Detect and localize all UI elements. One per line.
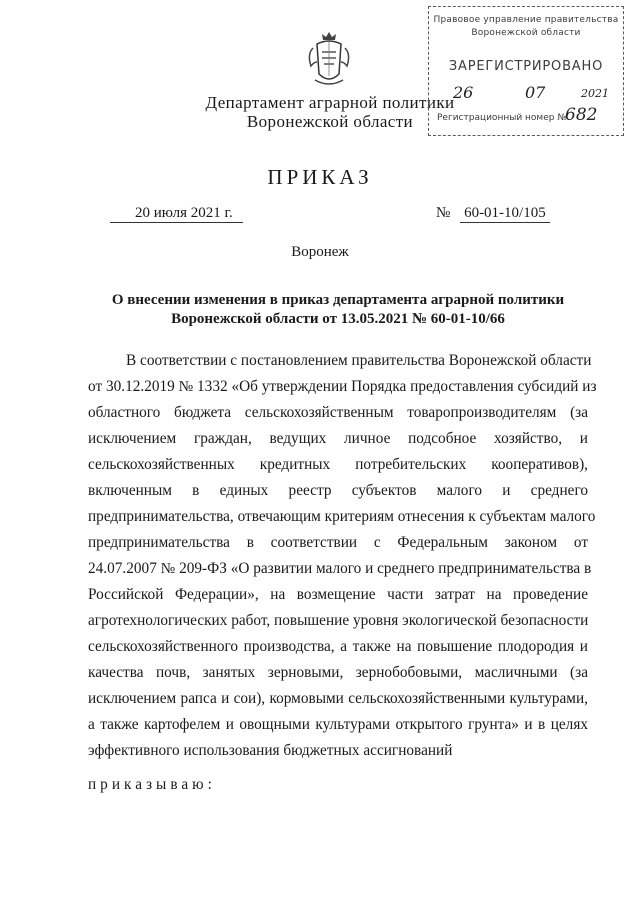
body-line: Российской Федерации», на возмещение части затрат на проведение [88,586,588,603]
stamp-reg-number: 682 [565,105,598,125]
subject-line1: О внесении изменения в приказ департамента аграрной политики [111,292,565,308]
body-line: предпринимательства, отвечающим критериям отнесения к субъектам малого [88,508,596,525]
document-title: ПРИКАЗ [267,165,373,189]
body-line: 24.07.2007 № 209-ФЗ «О развитии малого и среднего предпринимательства в [88,560,592,577]
body-line: сельскохозяйственных кредитных потребительских кооперативов), [88,456,588,473]
body-line: качества почв, занятых зерновыми, зернобобовыми, масличными (за [88,664,588,681]
body-line: а также картофелем и овощными культурами открытого грунта» и в целях [88,716,588,733]
coat-of-arms-emblem [307,30,351,88]
body-line: предпринимательства в соответствии с Федеральным законом от [88,534,588,551]
stamp-status: ЗАРЕГИСТРИРОВАНО [448,59,604,74]
stamp-day: 26 [453,83,474,102]
order-date-value: 20 июля 2021 г. [110,205,243,223]
department-name-line2: Воронежской области [246,112,414,131]
body-line: исключением граждан, ведущих личное подсобное хозяйство, и [88,430,588,447]
body-line: областного бюджета сельскохозяйственным товаропроизводителям (за [88,404,588,421]
body-line: агротехнологических работ, повышение уровня экологической безопасности [88,612,589,629]
stamp-authority-line1: Правовое управление правительства [433,15,619,25]
body-line: от 30.12.2019 № 1332 «Об утверждении Порядка предоставления субсидий из [88,378,597,395]
body-line: включенным в единых реестр субъектов малого и среднего [88,482,588,499]
order-city: Воронеж [291,244,349,260]
stamp-authority-line2: Воронежской области [471,28,581,38]
stamp-reg-label: Регистрационный номер № [437,113,567,123]
stamp-month: 07 [525,83,546,102]
body-line: исключением рапса и сои), кормовыми сельскохозяйственными культурами, [88,690,588,707]
stamp-date [445,83,613,105]
order-number-value: 60-01-10/105 [460,205,550,223]
registration-stamp [428,6,624,136]
decree-word: приказываю: [88,776,216,793]
body-line: сельскохозяйственного производства, а также на повышение плодородия и [88,638,588,655]
subject-line2: Воронежской области от 13.05.2021 № 60-01-10/66 [171,311,505,327]
body-line: В соответствии с постановлением правительства Воронежской области [126,352,592,369]
order-date [110,205,243,223]
order-subject [90,291,586,329]
department-name-line1: Департамент аграрной политики [205,93,455,112]
stamp-year: 2021 [581,87,609,100]
body-line: эффективного использования бюджетных ассигнований [88,742,453,759]
order-number [436,205,550,223]
order-number-label: № [436,205,451,221]
